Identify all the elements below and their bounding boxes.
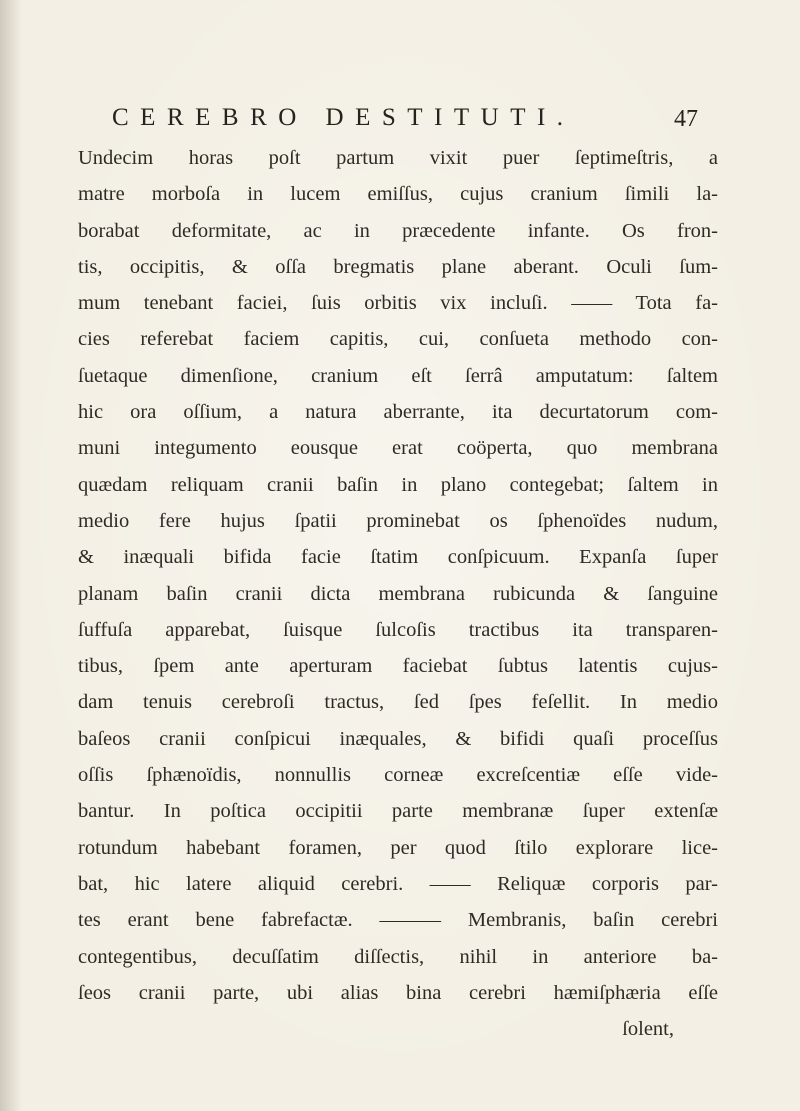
text-line: tis, occipitis, & oſſa bregmatis plane aberant. Oculi ſum-	[78, 255, 718, 278]
text-line: muni integumento eousque erat coöperta, quo membrana	[78, 437, 718, 460]
page-number: 47	[674, 106, 698, 132]
text-line: ſuetaque dimenſione, cranium eſt ſerrâ amputatum: ſaltem	[78, 364, 718, 387]
text-line: medio fere hujus ſpatii prominebat os ſphenoïdes nudum,	[78, 509, 718, 532]
catchword-line: ſolent,	[622, 1018, 674, 1041]
text-line: bat, hic latere aliquid cerebri. —— Reliquæ corporis par-	[78, 872, 718, 895]
text-line: & inæquali bifida facie ſtatim conſpicuum. Expanſa ſuper	[78, 546, 718, 569]
text-line: quædam reliquam cranii baſin in plano contegebat; ſaltem in	[78, 473, 718, 496]
text-line: tibus, ſpem ante aperturam faciebat ſubtus latentis cujus-	[78, 655, 718, 678]
body-text	[78, 140, 718, 1047]
text-line: Undecim horas poſt partum vixit puer ſeptimeſtris, a	[78, 147, 718, 169]
text-line: cies referebat faciem capitis, cui, conſueta methodo con-	[78, 328, 718, 351]
running-title: CEREBRO DESTITUTI.	[112, 104, 575, 131]
text-line: oſſis ſphænoïdis, nonnullis corneæ excreſcentiæ eſſe vide-	[78, 764, 718, 787]
text-line: mum tenebant faciei, ſuis orbitis vix incluſi. —— Tota fa-	[78, 292, 718, 315]
text-line: borabat deformitate, ac in præcedente infante. Os fron-	[78, 219, 718, 242]
text-line: baſeos cranii conſpicui inæquales, & bifidi quaſi proceſſus	[78, 727, 718, 750]
text-line: bantur. In poſtica occipitii parte membranæ ſuper extenſæ	[78, 800, 718, 823]
text-line: ſuffuſa apparebat, ſuisque ſulcoſis tractibus ita transparen-	[78, 618, 718, 641]
text-line: tes erant bene fabrefactæ. ——— Membranis, baſin cerebri	[78, 909, 718, 932]
text-line: dam tenuis cerebroſi tractus, ſed ſpes feſellit. In medio	[78, 691, 718, 714]
running-head	[112, 104, 712, 138]
text-line: matre morboſa in lucem emiſſus, cujus cranium ſimili la-	[78, 183, 718, 206]
text-line: hic ora oſſium, a natura aberrante, ita decurtatorum com-	[78, 401, 718, 424]
binding-gutter-shadow	[0, 0, 22, 1111]
text-line: planam baſin cranii dicta membrana rubicunda & ſanguine	[78, 582, 718, 605]
text-line: ſeos cranii parte, ubi alias bina cerebri hæmiſphæria eſſe	[78, 981, 718, 1004]
text-line: rotundum habebant foramen, per quod ſtilo explorare lice-	[78, 836, 718, 859]
text-line: contegentibus, decuſſatim diſſectis, nihil in anteriore ba-	[78, 945, 718, 968]
